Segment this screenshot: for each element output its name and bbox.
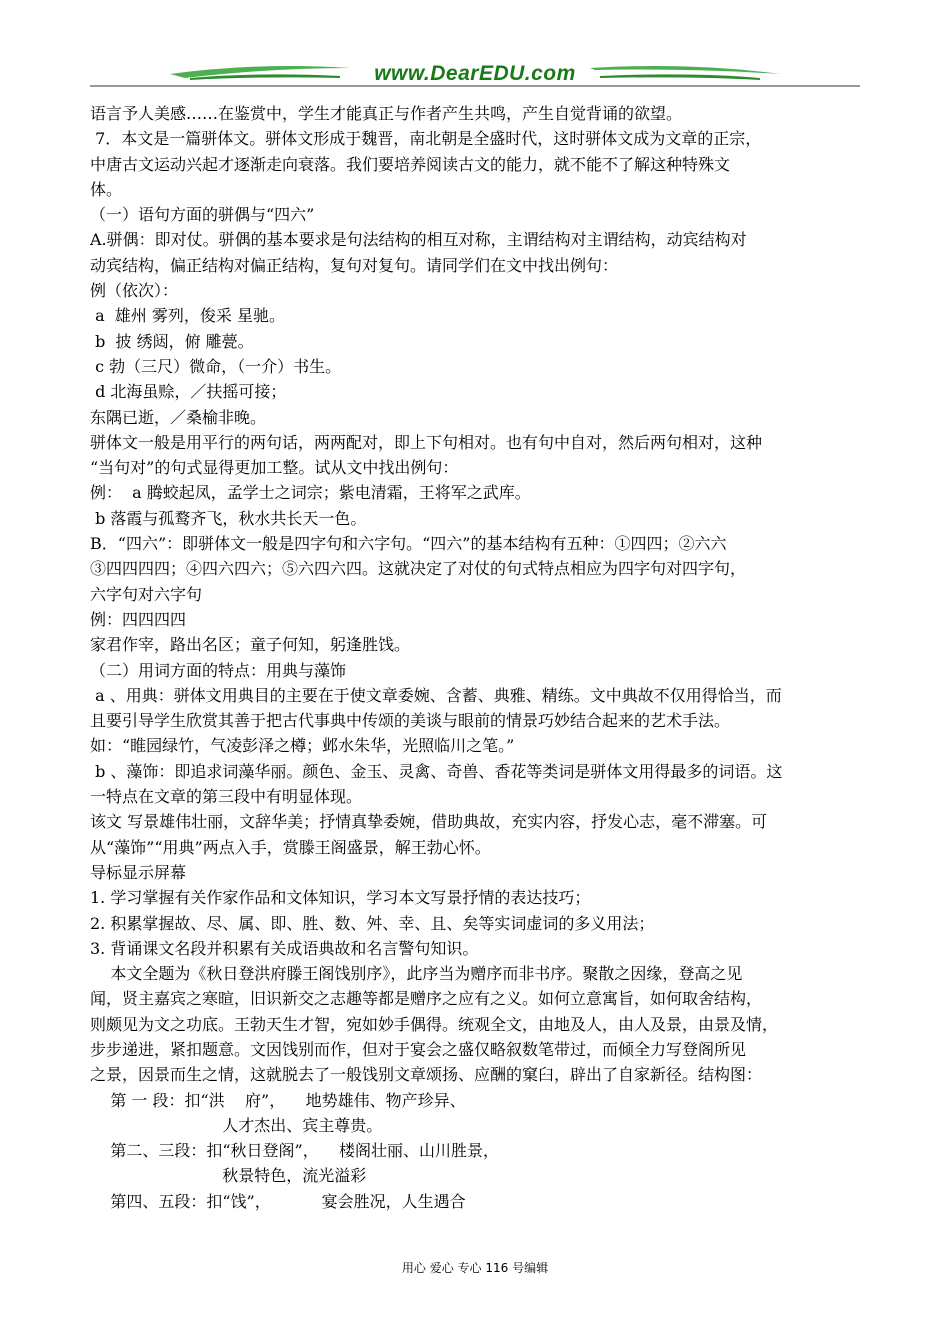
text-line: 六字句对六字句 xyxy=(90,584,203,604)
example-line: 家君作宰，路出名区；童子何知，躬逢胜饯。 xyxy=(90,635,411,655)
text-line: 7．本文是一篇骈体文。骈体文形成于魏晋，南北朝是全盛时代，这时骈体文成为文章的正宗， xyxy=(90,129,762,149)
example-line: b 落霞与孤鹜齐飞，秋水共长天一色。 xyxy=(90,508,367,528)
section-heading: 导标显示屏幕 xyxy=(90,862,187,882)
text-line: ③四四四四；④四六四六；⑤六四六四。这就决定了对仗的句式特点相应为四字句对四字句， xyxy=(90,559,747,579)
list-item: 1. 学习掌握有关作家作品和文体知识，学习本文写景抒情的表达技巧； xyxy=(90,888,591,908)
example-line: 例：四四四四 xyxy=(90,609,187,629)
text-line: 动宾结构，偏正结构对偏正结构，复句对复句。请同学们在文中找出例句： xyxy=(90,255,619,275)
text-line: 且要引导学生欣赏其善于把古代事典中传颂的美谈与眼前的情景巧妙结合起来的艺术手法。 xyxy=(90,711,731,731)
section-heading: （二）用词方面的特点：用典与藻饰 xyxy=(90,660,347,680)
text-line: 体。 xyxy=(90,179,123,199)
example-line: b 披 绣闼，俯 雕甍。 xyxy=(90,331,254,351)
text-line: “当句对”的句式显得更加工整。试从文中找出例句： xyxy=(90,458,459,478)
text-line: a 、用典：骈体文用典目的主要在于使文章委婉、含蓄、典雅、精练。文中典故不仅用得恰当，而 xyxy=(90,685,782,705)
text-line: 从“藻饰”“用典”两点入手，赏滕王阁盛景，解王勃心怀。 xyxy=(90,837,491,857)
text-line: 中唐古文运动兴起才逐渐走向衰落。我们要培养阅读古文的能力，就不能不了解这种特殊文 xyxy=(90,154,731,174)
text-line: 本文全题为《秋日登洪府滕王阁饯别序》，此序当为赠序而非书序。聚散之因缘，登高之见 xyxy=(90,964,743,984)
structure-line: 第 一 段：扣“洪 府”， 地势雄伟、物产珍异、 xyxy=(90,1090,466,1110)
text-line: A.骈偶：即对仗。骈偶的基本要求是句法结构的相互对称，主谓结构对主谓结构，动宾结构对 xyxy=(90,230,747,250)
text-line: B．“四六”：即骈体文一般是四字句和六字句。“四六”的基本结构有五种：①四四；②六六 xyxy=(90,534,727,554)
text-line: 则颇见为文之功底。王勃天生才智，宛如妙手偶得。统观全文，由地及人，由人及景，由景及情， xyxy=(90,1014,779,1034)
structure-line: 第二、三段：扣“秋日登阁”， 楼阁壮丽、山川胜景， xyxy=(90,1141,500,1161)
example-line: d 北海虽赊，／扶摇可接； xyxy=(90,382,287,402)
text-line: 例（依次）： xyxy=(90,281,179,301)
site-logo: www.DearEDU.com xyxy=(374,62,576,85)
list-item: 2. 积累掌握故、尽、属、即、胜、数、舛、幸、且、矣等实词虚词的多义用法； xyxy=(90,913,655,933)
text-line: 骈体文一般是用平行的两句话，两两配对，即上下句相对。也有句中自对，然后两句相对，这种 xyxy=(90,432,763,452)
site-header xyxy=(90,60,860,92)
text-line: 语言予人美感……在鉴赏中，学生才能真正与作者产生共鸣，产生自觉背诵的欲望。 xyxy=(90,104,683,123)
text-line: b 、藻饰：即追求词藻华丽。颜色、金玉、灵禽、奇兽、香花等类词是骈体文用得最多的词语。这 xyxy=(90,761,783,781)
list-item: 3. 背诵课文名段并积累有关成语典故和名言警句知识。 xyxy=(90,938,479,958)
example-line: a 雄州 雾列，俊采 星驰。 xyxy=(90,306,285,326)
text-line: 步步递进，紧扣题意。文因饯别而作，但对于宴会之盛仅略叙数笔带过，而倾全力写登阁所见 xyxy=(90,1039,747,1059)
example-line: c 勃（三尺）微命，（一介）书生。 xyxy=(90,356,342,376)
text-line: 闻，贤主嘉宾之寒暄，旧识新交之志趣等都是赠序之应有之义。如何立意寓旨，如何取舍结构， xyxy=(90,989,763,1009)
example-line: 例： a 腾蛟起凤，孟学士之词宗；紫电清霜，王将军之武库。 xyxy=(90,483,531,503)
structure-line: 第四、五段：扣“饯”， 宴会胜况，人生遇合 xyxy=(90,1191,466,1211)
section-heading: （一）语句方面的骈偶与“四六” xyxy=(90,205,315,225)
structure-line: 秋景特色，流光溢彩 xyxy=(90,1166,367,1186)
structure-line: 人才杰出、宾主尊贵。 xyxy=(90,1115,383,1135)
text-line: 该文 写景雄伟壮丽，文辞华美；抒情真挚委婉，借助典故，充实内容，抒发心志，毫不滞塞。可 xyxy=(90,812,768,832)
example-line: 如：“睢园绿竹，气凌彭泽之樽；邺水朱华，光照临川之笔。” xyxy=(90,736,515,756)
text-line: 一特点在文章的第三段中有明显体现。 xyxy=(90,787,363,807)
page-footer: 用心 爱心 专心 116 号编辑 xyxy=(401,1261,549,1275)
document-body xyxy=(90,101,860,1214)
example-line: 东隅已逝，／桑榆非晚。 xyxy=(90,407,267,427)
text-line: 之景，因景而生之情，这就脱去了一般饯别文章颂扬、应酬的窠臼，辟出了自家新径。结构图： xyxy=(90,1065,763,1085)
